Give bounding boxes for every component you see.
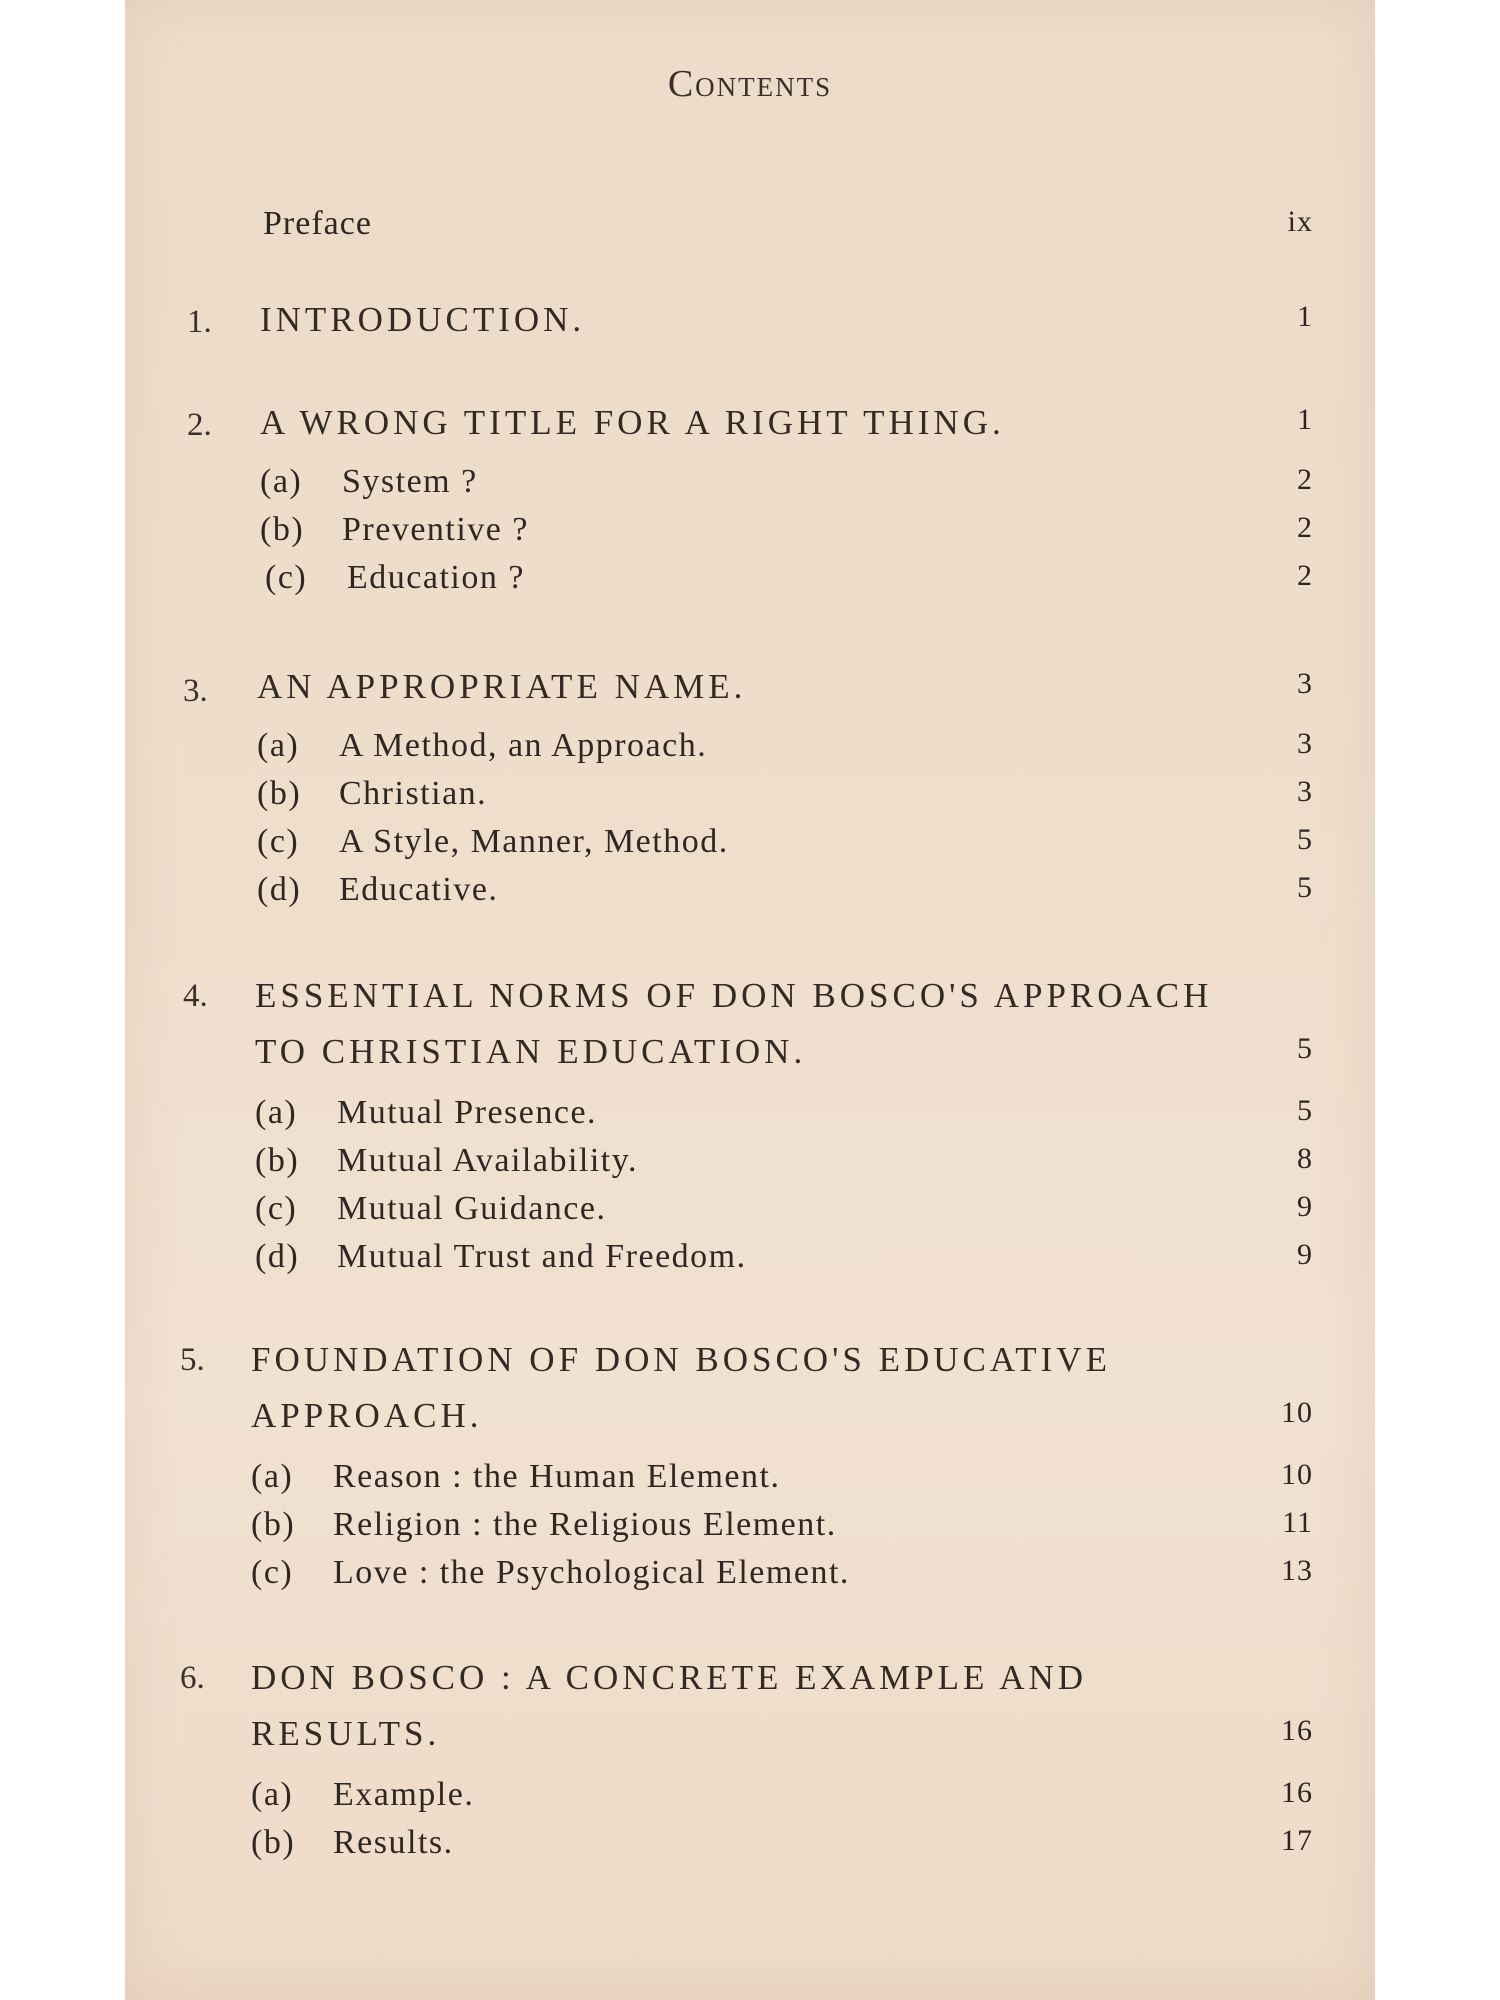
chapter-title: INTRODUCTION. — [260, 300, 586, 339]
subsection-label: (b) — [251, 1506, 296, 1543]
subsection-label: (b) — [255, 1142, 300, 1179]
subsection-label: (a) — [257, 727, 300, 764]
subsection-page: 11 — [1282, 1506, 1313, 1539]
subsection-page: 9 — [1297, 1190, 1313, 1223]
subsection-page: 13 — [1281, 1554, 1313, 1587]
chapter-title-line: FOUNDATION OF DON BOSCO'S EDUCATIVE — [251, 1340, 1111, 1379]
subsection-title: Mutual Trust and Freedom. — [337, 1238, 747, 1275]
subsection-title: Christian. — [339, 775, 488, 812]
chapter-title — [251, 1650, 1231, 1762]
chapter-title — [255, 968, 1235, 1080]
chapter-page: 3 — [1297, 667, 1313, 700]
chapter-number: 2. — [187, 407, 212, 443]
chapter-page: 1 — [1297, 403, 1313, 436]
chapter-number: 4. — [183, 978, 208, 1014]
subsection-title: Educative. — [339, 871, 499, 908]
subsection-title: Example. — [333, 1776, 475, 1813]
chapter-title: AN APPROPRIATE NAME. — [257, 667, 747, 706]
preface-page: ix — [1287, 205, 1313, 238]
subsection-page: 16 — [1281, 1776, 1313, 1809]
subsection-label: (a) — [251, 1776, 294, 1813]
chapter-title-line: RESULTS. — [251, 1714, 441, 1753]
subsection-title: Mutual Availability. — [337, 1142, 639, 1179]
subsection-title: Mutual Guidance. — [337, 1190, 607, 1227]
chapter-page: 10 — [1281, 1396, 1313, 1429]
subsection-title: Preventive ? — [342, 511, 529, 548]
chapter-title-line: ESSENTIAL NORMS OF DON BOSCO'S APPROACH — [255, 976, 1213, 1015]
subsection-page: 2 — [1297, 463, 1313, 496]
subsection-title: Results. — [333, 1824, 454, 1861]
subsection-title: Love : the Psychological Element. — [333, 1554, 850, 1591]
subsection-title: Reason : the Human Element. — [333, 1458, 781, 1495]
chapter-page: 16 — [1281, 1714, 1313, 1747]
chapter-number: 5. — [180, 1342, 205, 1378]
subsection-label: (a) — [251, 1458, 294, 1495]
subsection-page: 3 — [1297, 727, 1313, 760]
subsection-label: (a) — [260, 463, 303, 500]
subsection-page: 2 — [1297, 511, 1313, 544]
chapter-title-line: APPROACH. — [251, 1396, 483, 1435]
chapter-title: A WRONG TITLE FOR A RIGHT THING. — [260, 403, 1005, 442]
subsection-title: Mutual Presence. — [337, 1094, 598, 1131]
subsection-page: 8 — [1297, 1142, 1313, 1175]
subsection-page: 5 — [1297, 871, 1313, 904]
chapter-number: 6. — [180, 1660, 205, 1696]
chapter-title-line: TO CHRISTIAN EDUCATION. — [255, 1032, 807, 1071]
subsection-page: 2 — [1297, 559, 1313, 592]
chapter-page: 1 — [1297, 300, 1313, 333]
subsection-label: (b) — [257, 775, 302, 812]
subsection-page: 5 — [1297, 823, 1313, 856]
subsection-label: (c) — [251, 1554, 294, 1591]
preface-label: Preface — [263, 205, 372, 242]
subsection-page: 5 — [1297, 1094, 1313, 1127]
chapter-title-line: DON BOSCO : A CONCRETE EXAMPLE AND — [251, 1658, 1088, 1697]
subsection-label: (c) — [257, 823, 300, 860]
subsection-label: (c) — [255, 1190, 298, 1227]
subsection-page: 17 — [1281, 1824, 1313, 1857]
subsection-label: (b) — [260, 511, 305, 548]
chapter-title — [251, 1332, 1231, 1444]
subsection-label: (d) — [255, 1238, 300, 1275]
book-page — [125, 0, 1375, 2000]
subsection-label: (b) — [251, 1824, 296, 1861]
subsection-title: System ? — [342, 463, 478, 500]
chapter-number: 1. — [187, 304, 212, 340]
subsection-title: A Style, Manner, Method. — [339, 823, 729, 860]
subsection-label: (d) — [257, 871, 302, 908]
subsection-page: 3 — [1297, 775, 1313, 808]
subsection-title: Education ? — [347, 559, 525, 596]
subsection-page: 10 — [1281, 1458, 1313, 1491]
subsection-page: 9 — [1297, 1238, 1313, 1271]
subsection-title: A Method, an Approach. — [339, 727, 708, 764]
chapter-number: 3. — [183, 673, 208, 709]
page-title: Contents — [667, 63, 833, 105]
subsection-title: Religion : the Religious Element. — [333, 1506, 837, 1543]
chapter-page: 5 — [1297, 1032, 1313, 1065]
subsection-label: (c) — [265, 559, 308, 596]
subsection-label: (a) — [255, 1094, 298, 1131]
